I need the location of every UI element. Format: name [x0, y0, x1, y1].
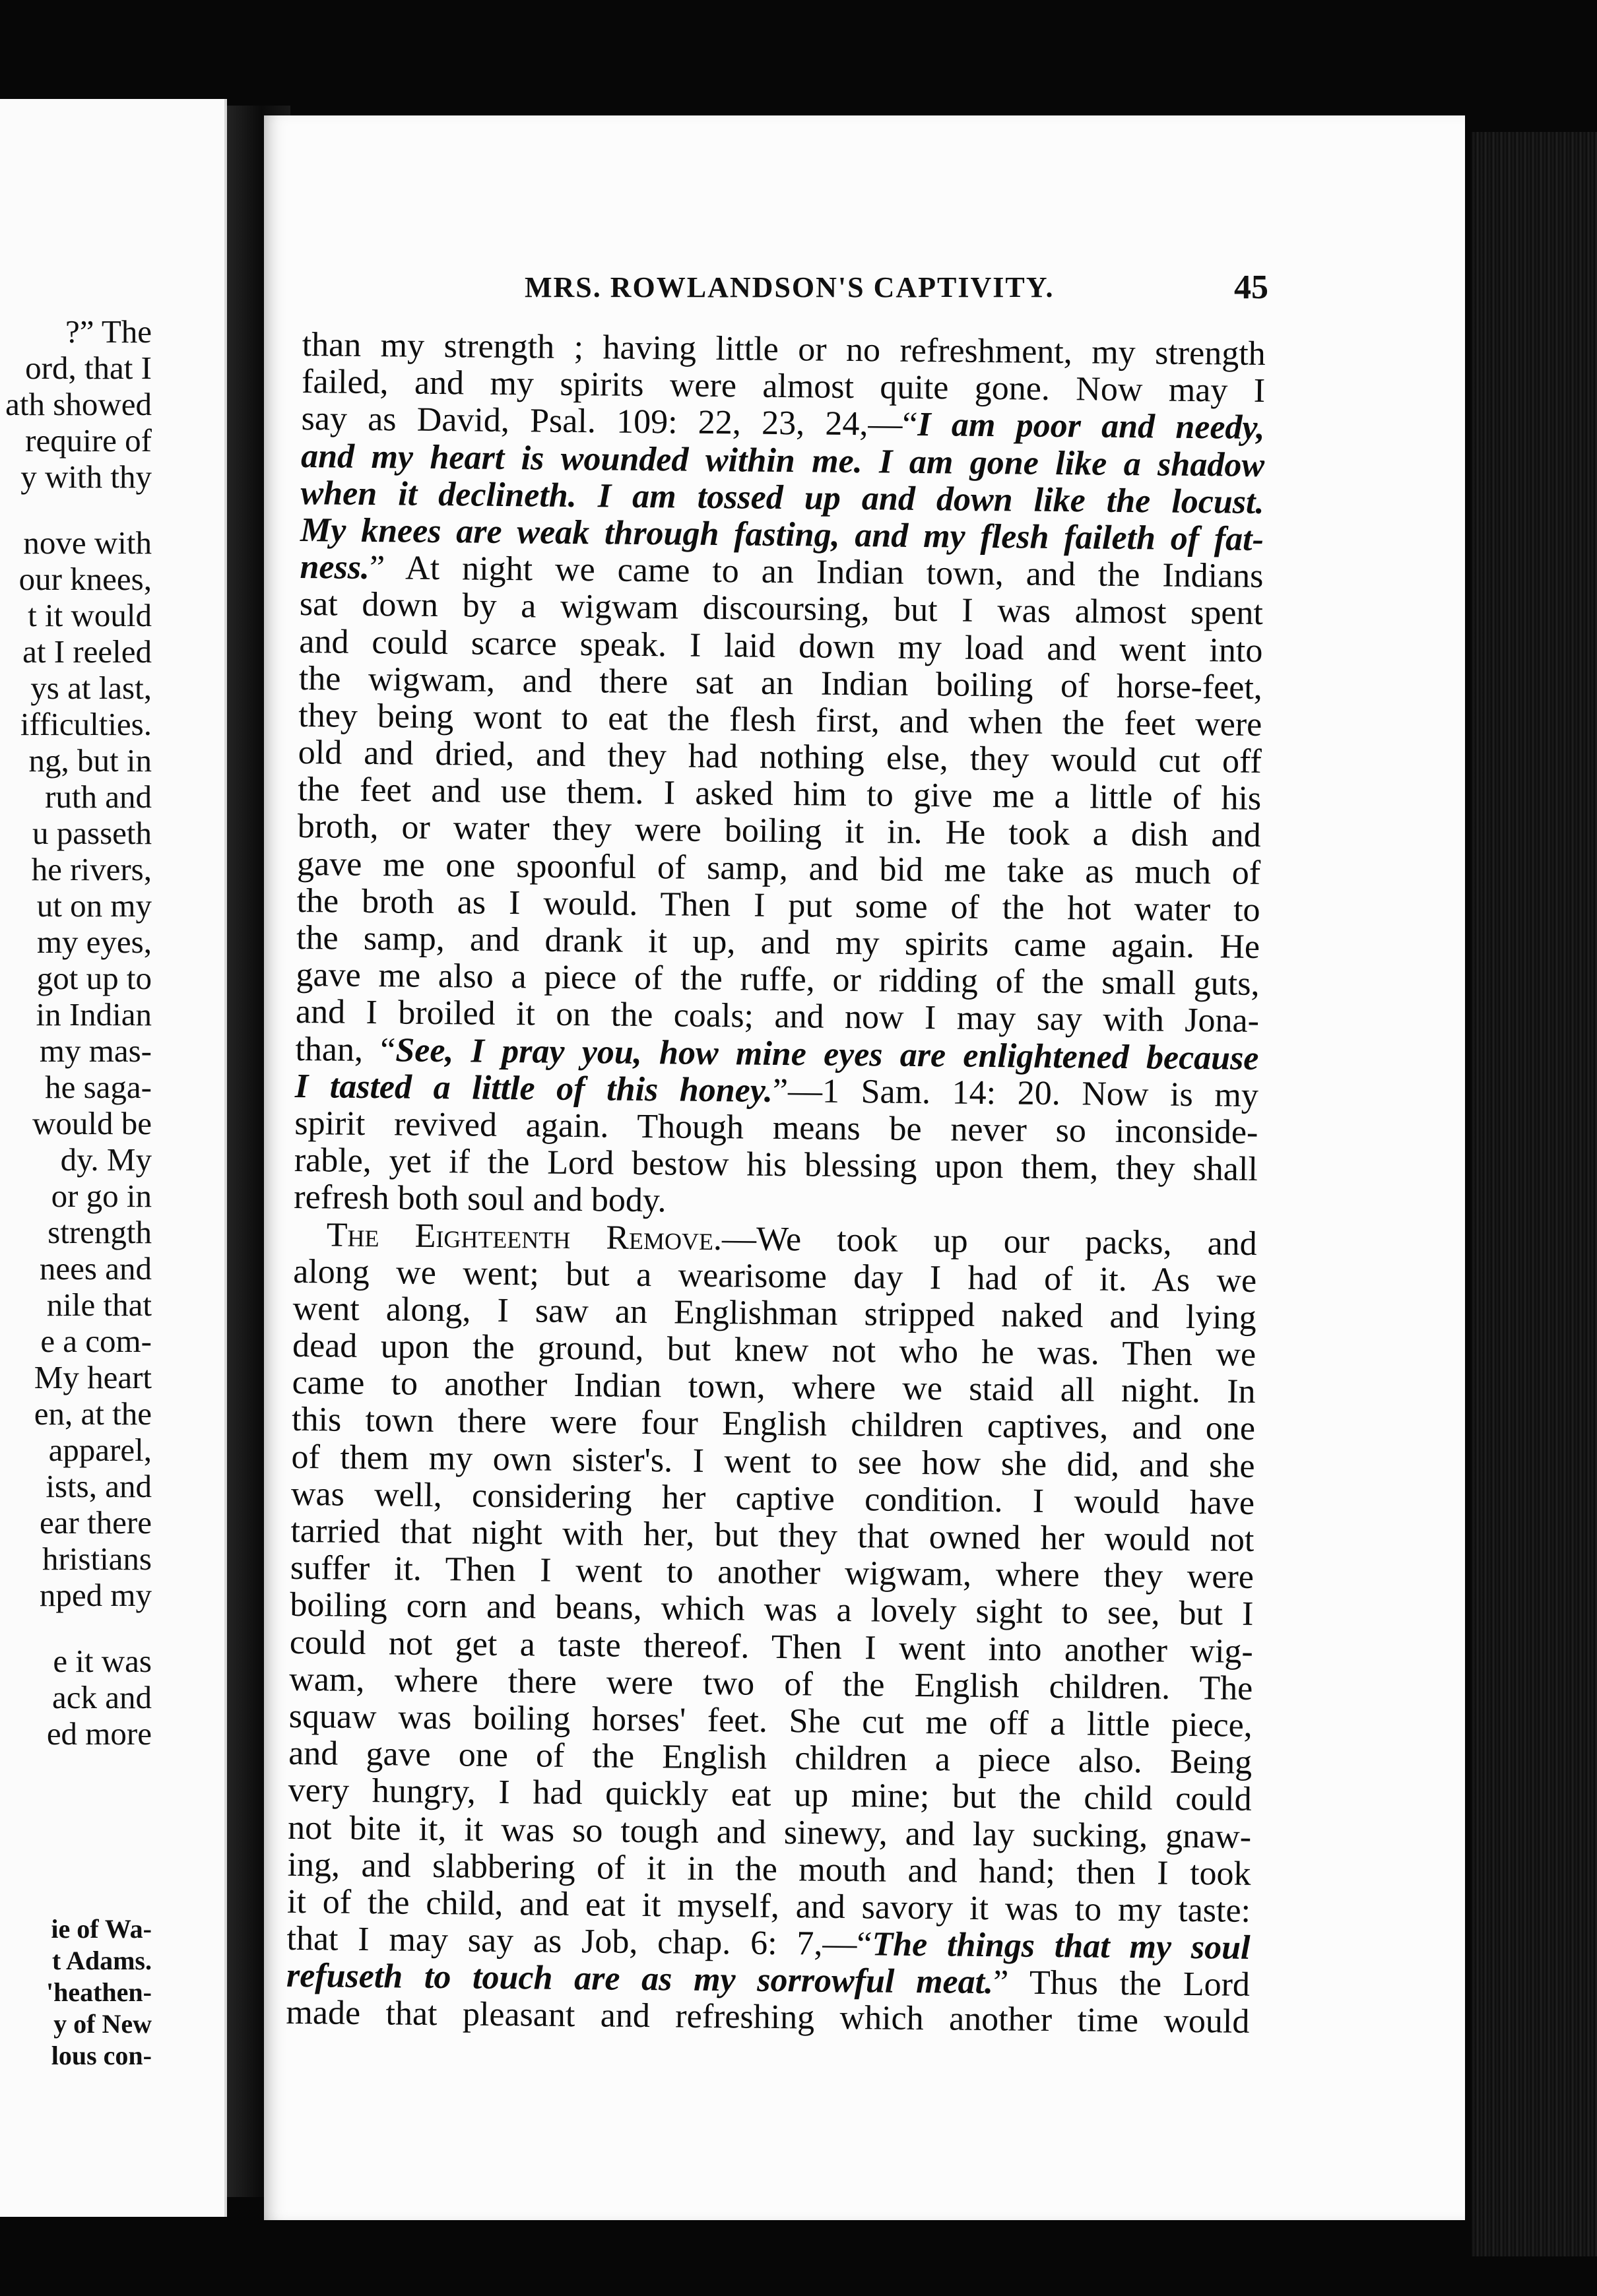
facing-page-line: strength	[48, 1214, 152, 1250]
facing-page-line: he rivers,	[31, 851, 152, 887]
facing-page-line: y with thy	[20, 459, 152, 495]
roman-text: they being wont to eat the flesh first, and when the feet were	[298, 696, 1262, 744]
roman-text: boiling corn and beans, which was a lovely sight to see, but I	[290, 1586, 1254, 1634]
facing-page-line: My heart	[34, 1359, 152, 1395]
roman-text: and could scarce speak. I laid down my load and went into	[299, 622, 1263, 670]
facing-page-line: ists, and	[46, 1468, 152, 1504]
italic-text: refuseth to touch are as my sorrowful meat.	[286, 1957, 994, 2002]
running-head: MRS. ROWLANDSON'S CAPTIVITY.	[525, 271, 1055, 303]
roman-text: that I may say as Job, chap. 6: 7,—“	[286, 1919, 872, 1963]
facing-page-line: ut on my	[36, 887, 152, 924]
roman-text: not bite it, it was so tough and sinewy, and lay sucking, gnaw-	[287, 1808, 1252, 1856]
facing-page-line	[0, 495, 152, 525]
facing-page-line: apparel,	[48, 1432, 152, 1468]
roman-text: this town there were four English children captives, and one	[291, 1401, 1256, 1448]
italic-text: when it declineth. I am tossed up and down like the locust.	[300, 474, 1264, 521]
facing-page-line: at I reeled	[22, 633, 152, 670]
facing-page-footnote-line: t Adams.	[51, 1946, 152, 1975]
facing-page-line: he saga-	[45, 1069, 152, 1105]
facing-page-line: would be	[32, 1105, 152, 1141]
roman-text: along we went; but a wearisome day I had of it. As we	[292, 1252, 1257, 1300]
roman-text: spirit revived again. Though means be never so inconside-	[294, 1104, 1258, 1151]
italic-text: The things that my soul	[872, 1925, 1251, 1967]
facing-page-text	[0, 313, 152, 1752]
facing-page-line: ys at last,	[30, 670, 152, 706]
facing-page-footnote-line: y of New	[53, 2009, 152, 2039]
roman-text: of them my own sister's. I went to see how she did, and she	[291, 1438, 1255, 1485]
facing-page-footnote-line: ie of Wa-	[51, 1914, 152, 1944]
facing-page-line: my mas-	[39, 1033, 152, 1069]
roman-text: than my strength ; having little or no refreshment, my strength	[302, 326, 1266, 373]
facing-page-line	[0, 1613, 152, 1643]
roman-text: failed, and my spirits were almost quite gone. Now may I	[301, 363, 1266, 410]
facing-page-line: nped my	[39, 1577, 152, 1613]
facing-page	[0, 99, 227, 2217]
roman-text: the feet and use them. I asked him to give me a little of his	[297, 771, 1262, 818]
roman-text: suffer it. Then I went to another wigwam, where they were	[290, 1549, 1255, 1597]
page-header	[264, 271, 1465, 317]
facing-page-line: e it was	[53, 1643, 152, 1679]
roman-text: the samp, and drank it up, and my spirits came again. He	[296, 918, 1260, 966]
page-number: 45	[1234, 269, 1268, 306]
facing-page-line: dy. My	[60, 1141, 152, 1178]
roman-text: the wigwam, and there sat an Indian boiling of horse-feet,	[298, 659, 1263, 707]
page-edges	[1472, 132, 1597, 2256]
facing-page-line: ruth and	[45, 779, 152, 815]
italic-text: I tasted a little of this honey.	[294, 1067, 773, 1110]
section-heading: The Eighteenth Remove.	[326, 1215, 723, 1258]
roman-text: ” At night we came to an Indian town, and the Indians	[369, 549, 1264, 596]
facing-page-footnote-line: 'heathen-	[46, 1977, 152, 2007]
facing-page-line: require of	[25, 422, 152, 459]
facing-page-line: e a com-	[40, 1323, 152, 1359]
roman-text: sat down by a wigwam discoursing, but I was almost spent	[299, 585, 1264, 633]
roman-text: made that pleasant and refreshing which another time would	[286, 1994, 1250, 2041]
roman-text: went along, I saw an Englishman stripped naked and lying	[292, 1289, 1256, 1337]
facing-page-line: my eyes,	[36, 924, 152, 960]
italic-text: My knees are weak through fasting, and my flesh faileth of fat-	[300, 511, 1264, 558]
roman-text: wam, where there were two of the English children. The	[289, 1660, 1253, 1707]
book-page	[264, 115, 1465, 2220]
roman-text: rable, yet if the Lord bestow his blessing upon them, they shall	[294, 1141, 1258, 1189]
italic-text: See, I pray you, how mine eyes are enlightened because	[395, 1031, 1259, 1077]
roman-text: say as David, Psal. 109: 22, 23, 24,—“	[301, 400, 918, 444]
facing-page-line: got up to	[36, 960, 152, 996]
facing-page-line: ord, that I	[25, 350, 152, 386]
roman-text: was well, considering her captive condition. I would have	[290, 1475, 1255, 1522]
roman-text: —We took up our packs, and	[721, 1219, 1257, 1263]
facing-page-line: or go in	[51, 1178, 152, 1214]
facing-page-line: en, at the	[34, 1395, 152, 1432]
italic-text: and my heart is wounded within me. I am gone like a shadow	[300, 437, 1265, 484]
facing-page-line: u passeth	[32, 815, 152, 851]
roman-text: ing, and slabbering of it in the mouth and hand; then I took	[287, 1845, 1251, 1893]
roman-text: very hungry, I had quickly eat up mine; but the child could	[288, 1771, 1252, 1819]
facing-page-line: ifficulties.	[20, 706, 152, 742]
facing-page-footnote-line: lous con-	[51, 2041, 152, 2070]
facing-page-line: ng, but in	[28, 742, 152, 779]
facing-page-footnotes	[0, 1913, 152, 2072]
facing-page-line: nove with	[23, 525, 152, 561]
roman-text: than, “	[295, 1030, 396, 1069]
roman-text: broth, or water they were boiling it in. He took a dish and	[297, 808, 1261, 855]
facing-page-line: hristians	[42, 1541, 152, 1577]
italic-text: I am poor and needy,	[917, 406, 1265, 447]
roman-text: squaw was boiling horses' feet. She cut me off a little piece,	[288, 1697, 1253, 1744]
body-text	[286, 327, 1266, 2041]
roman-text: dead upon the ground, but knew not who he was. Then we	[292, 1326, 1256, 1374]
text-line	[286, 1994, 1249, 2041]
facing-page-line: ath showed	[5, 386, 152, 422]
roman-text: ”—1 Sam. 14: 20. Now is my	[772, 1071, 1259, 1114]
roman-text: gave me one spoonful of samp, and bid me take as much of	[296, 845, 1261, 892]
roman-text: refresh both soul and body.	[294, 1178, 667, 1220]
roman-text: could not get a taste thereof. Then I went into another wig-	[289, 1623, 1254, 1671]
facing-page-line: ?” The	[65, 313, 152, 350]
roman-text: and I broiled it on the coals; and now I may say with Jona-	[295, 993, 1260, 1040]
facing-page-line: t it would	[28, 597, 152, 633]
roman-text: the broth as I would. Then I put some of the hot water to	[296, 881, 1260, 929]
italic-text: ness.	[300, 548, 370, 587]
roman-text: ” Thus the Lord	[993, 1963, 1251, 2004]
roman-text: it of the child, and eat it myself, and savory it was to my taste:	[286, 1882, 1251, 1930]
facing-page-line: ed more	[46, 1715, 152, 1752]
facing-page-line: in Indian	[36, 996, 152, 1033]
facing-page-line: nile that	[46, 1287, 152, 1323]
roman-text: tarried that night with her, but they that owned her would not	[290, 1512, 1255, 1559]
facing-page-line: ear there	[40, 1504, 152, 1541]
roman-text: came to another Indian town, where we staid all night. In	[292, 1364, 1256, 1411]
facing-page-line: ack and	[52, 1679, 152, 1715]
facing-page-line: nees and	[39, 1250, 152, 1287]
facing-page-line: our knees,	[18, 561, 152, 597]
roman-text: gave me also a piece of the ruffe, or ridding of the small guts,	[296, 956, 1260, 1004]
roman-text: old and dried, and they had nothing else, they would cut off	[298, 734, 1262, 781]
roman-text: and gave one of the English children a piece also. Being	[288, 1735, 1253, 1782]
